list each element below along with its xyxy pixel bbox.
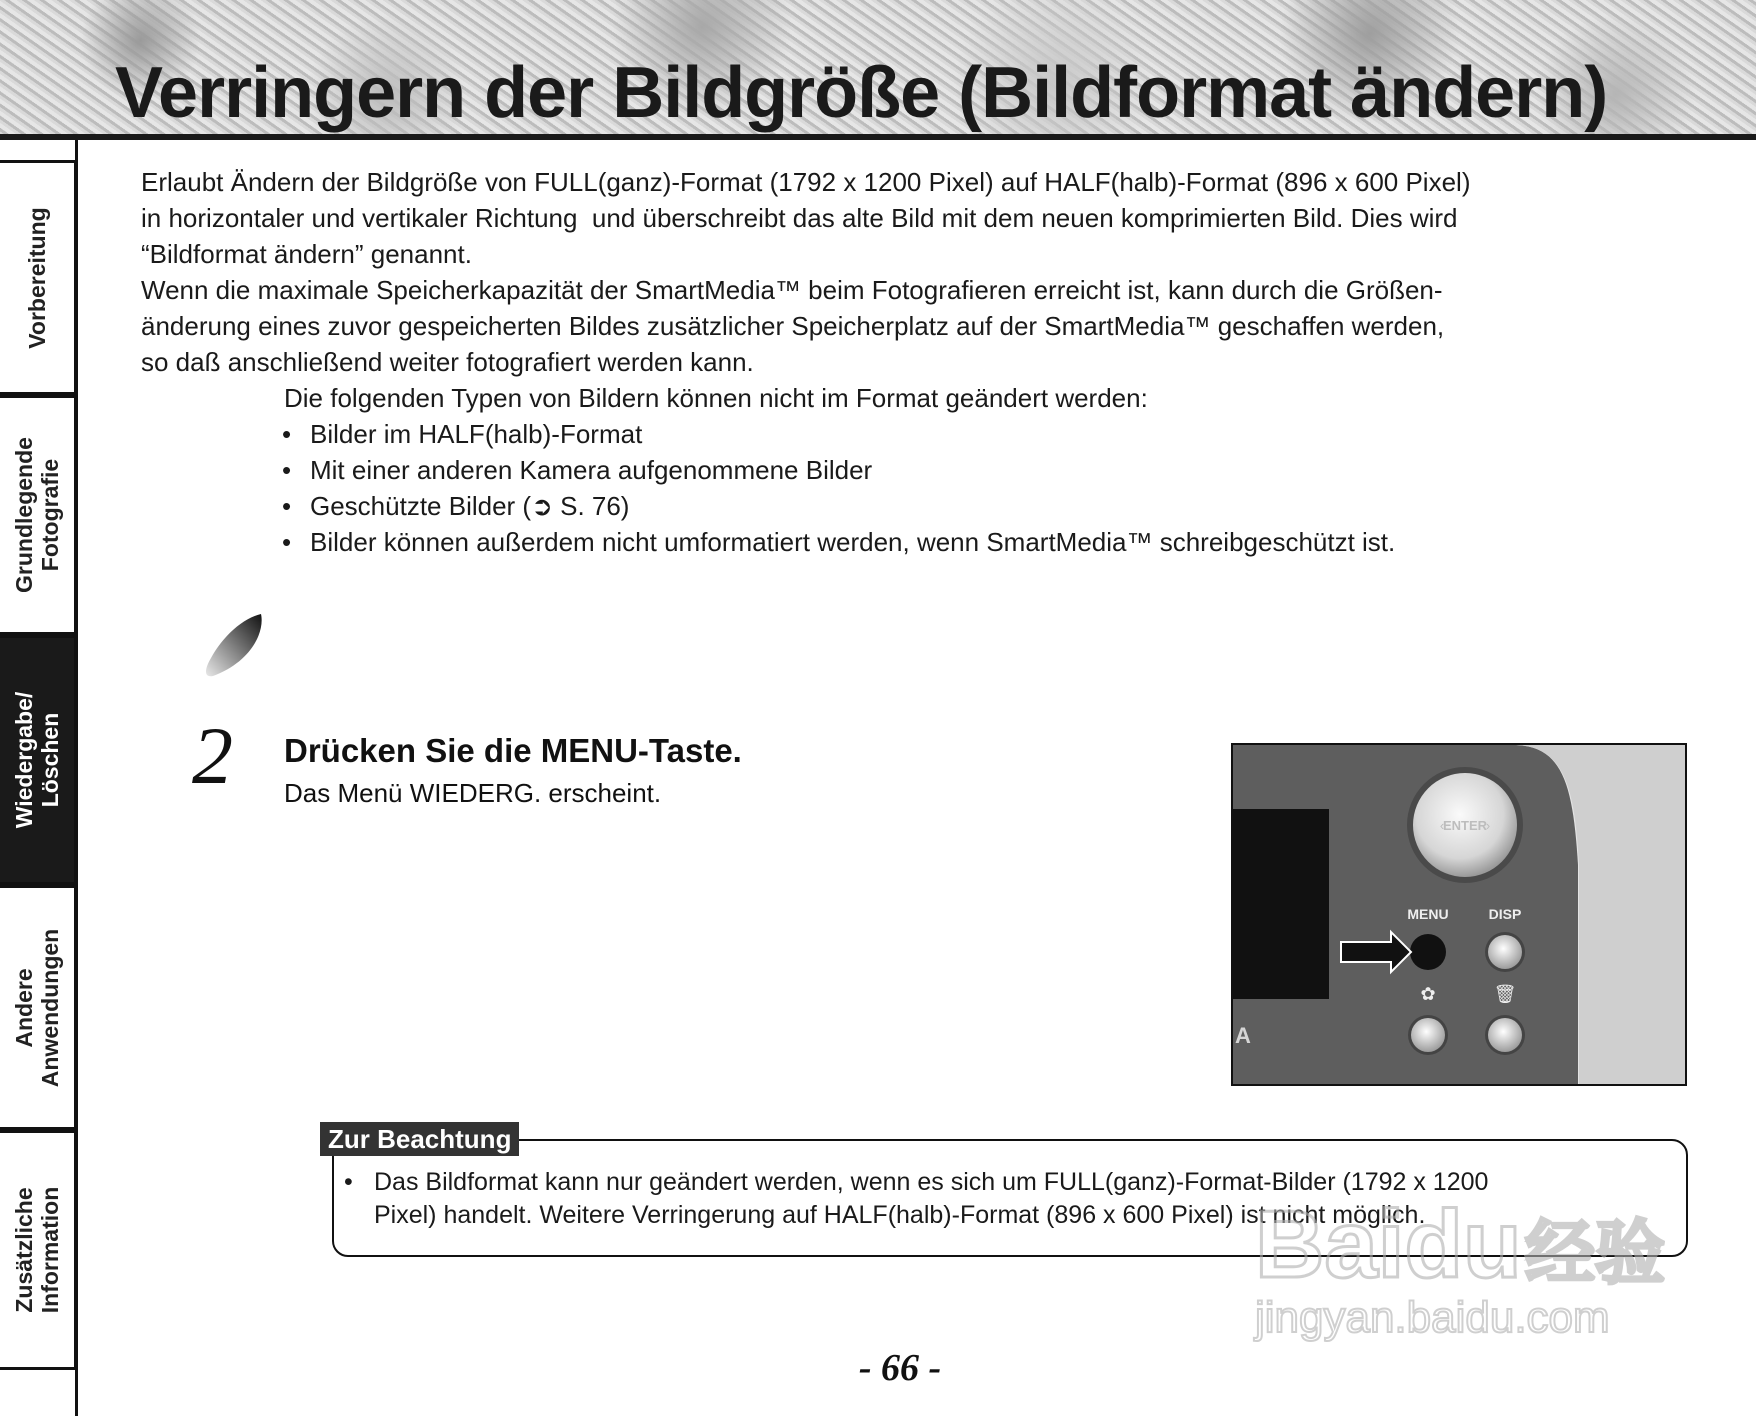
tab-label: Vorbereitung	[24, 206, 50, 349]
page-title: Verringern der Bildgröße (Bildformat ändern)	[115, 53, 1608, 133]
note-label: Zur Beachtung	[320, 1122, 519, 1156]
list-item: • Bilder können außerdem nicht umformatiert werden, wenn SmartMedia™ schreibgeschützt ist.	[282, 524, 1701, 560]
step-title: Drücken Sie die MENU-Taste.	[284, 732, 742, 769]
intro-line: so daß anschließend weiter fotografiert werden kann.	[141, 347, 754, 377]
trash-icon: 🗑	[1493, 984, 1517, 1005]
tab-vorbereitung[interactable]	[0, 160, 77, 395]
page-number: - 66 -	[858, 1347, 942, 1389]
svg-text:‹: ‹	[1439, 818, 1445, 833]
intro-line: änderung eines zuvor gespeicherten Bildes zusätzlicher Speicherplatz auf der SmartMedia™ geschaffen werden,	[141, 311, 1445, 341]
intro-line: in horizontaler und vertikaler Richtung und überschreibt das alte Bild mit dem neuen komprimierten Bild. Dies wird	[141, 203, 1458, 233]
tab-label: Andere Anwendungen	[11, 928, 63, 1087]
note-line: Pixel) handelt. Weitere Verringerung auf HALF(halb)-Format (896 x 600 Pixel) ist nicht möglich.	[374, 1201, 1426, 1229]
list-item: • Mit einer anderen Kamera aufgenommene Bilder	[282, 452, 1701, 488]
note-line: Das Bildformat kann nur geändert werden, wenn es sich um FULL(ganz)-Format-Bilder (1792 x 1200	[374, 1168, 1489, 1196]
step-description: Das Menü WIEDERG. erscheint.	[284, 778, 662, 808]
tab-grundlegende-fotografie[interactable]	[0, 395, 77, 635]
menu-button-highlight	[1410, 934, 1446, 970]
svg-text:›: ›	[1485, 818, 1491, 833]
watermark-brand: Baidu	[1255, 1191, 1522, 1298]
trash-button	[1488, 1018, 1522, 1052]
tab-label: Wiedergabe/ Löschen	[11, 691, 63, 829]
intro-line: Wenn die maximale Speicherkapazität der SmartMedia™ beim Fotografieren erreicht ist, kann durch die Größen-	[141, 275, 1443, 305]
list-item: • Bilder im HALF(halb)-Format	[282, 416, 1701, 452]
disp-button	[1488, 935, 1522, 969]
enter-label: ENTER	[1442, 818, 1488, 833]
restriction-list	[282, 416, 1701, 560]
step-number: 2	[192, 710, 233, 801]
brand-letter: A	[1235, 1023, 1251, 1048]
disp-label: DISP	[1488, 906, 1522, 922]
camera-back-illustration	[1233, 745, 1685, 1084]
tab-wiedergabe-loeschen[interactable]	[0, 635, 77, 885]
header-divider	[0, 134, 1756, 140]
intro-text	[141, 164, 1701, 560]
tab-label: Grundlegende Fotografie	[11, 437, 63, 593]
intro-line: Erlaubt Ändern der Bildgröße von FULL(ganz)-Format (1792 x 1200 Pixel) auf HALF(halb)-Format (896 x 600 Pixel)	[141, 167, 1471, 197]
intro-line: “Bildformat ändern” genannt.	[141, 239, 472, 269]
tab-zusaetzliche-information[interactable]	[0, 1130, 77, 1370]
baidu-watermark-logo	[1245, 1182, 1665, 1342]
watermark-url: jingyan.baidu.com	[1255, 1293, 1610, 1342]
macro-button	[1411, 1018, 1445, 1052]
restriction-heading: Die folgenden Typen von Bildern können nicht im Format geändert werden:	[284, 383, 1148, 413]
note-bullet: •	[344, 1168, 353, 1196]
watermark-cn: 经验	[1525, 1212, 1665, 1294]
menu-label: MENU	[1407, 906, 1449, 922]
macro-icon: ✿	[1420, 984, 1436, 1005]
step-1-marker-icon	[203, 612, 265, 678]
list-item: • Geschützte Bilder (➲ S. 76)	[282, 488, 1701, 524]
tab-andere-anwendungen[interactable]	[0, 885, 77, 1130]
tab-label: Zusätzliche Information	[11, 1186, 63, 1314]
camera-photo	[1231, 743, 1687, 1086]
